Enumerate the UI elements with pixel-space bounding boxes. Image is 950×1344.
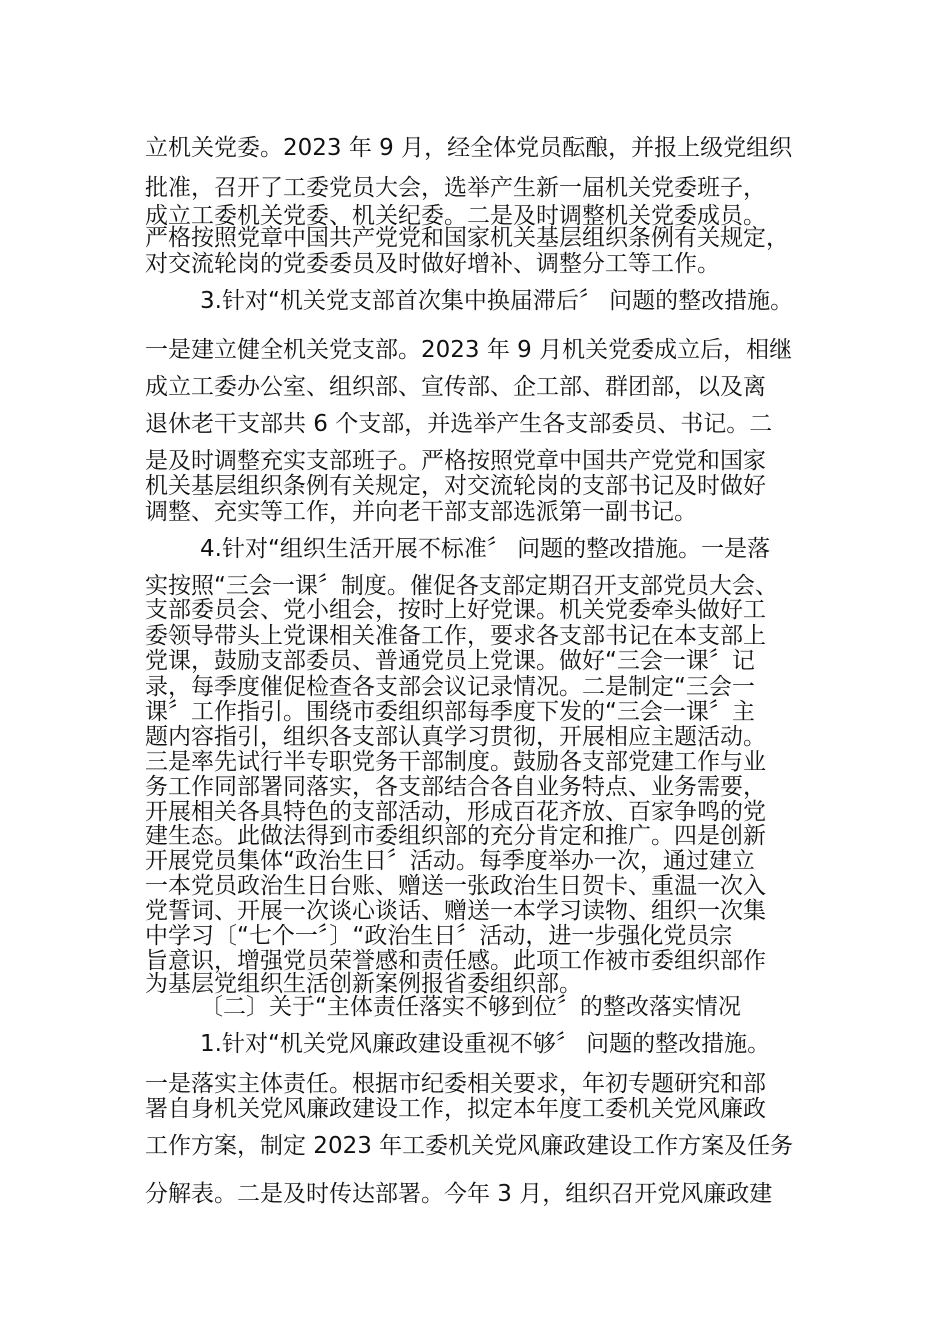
text-line: 党课，鼓励支部委员、普通党员上党课。做好“三会一课〞记 bbox=[145, 648, 755, 674]
text-line: 题内容指引，组织各支部认真学习贯彻，开展相应主题活动。 bbox=[145, 724, 766, 750]
text-line: 录，每季度催促检查各支部会议记录情况。二是制定“三会一 bbox=[145, 674, 755, 700]
text-line: 务工作同部署同落实，各支部结合各自业务特点、业务需要， bbox=[145, 774, 766, 800]
text-line: 三是率先试行半专职党务干部制度。鼓励各支部党建工作与业 bbox=[145, 749, 766, 775]
text-line: 署自身机关党风廉政建设工作，拟定本年度工委机关党风廉政 bbox=[145, 1096, 766, 1122]
text-line: 工作方案，制定 2023 年工委机关党风廉政建设工作方案及任务 bbox=[145, 1133, 794, 1159]
text-line: 建生态。此做法得到市委组织部的充分肯定和推广。四是创新 bbox=[145, 823, 766, 849]
heading-line: 3.针对“机关党支部首次集中换届滞后〞 问题的整改措施。 bbox=[200, 288, 794, 314]
text-line: 机关基层组织条例有关规定，对交流轮岗的支部书记及时做好 bbox=[145, 473, 766, 499]
heading-line: 4.针对“组织生活开展不标准〞 问题的整改措施。一是落 bbox=[200, 536, 771, 562]
heading-line: 1.针对“机关党风廉政建设重视不够〞 问题的整改措施。 bbox=[200, 1031, 771, 1057]
text-line: 对交流轮岗的党委委员及时做好增补、调整分工等工作。 bbox=[145, 251, 720, 277]
text-line: 实按照“三会一课〞制度。催促各支部定期召开支部党员大会、 bbox=[145, 573, 778, 599]
text-line: 开展党员集体“政治生日〞活动。每季度举办一次，通过建立 bbox=[145, 848, 755, 874]
text-line: 成立工委机关党委、机关纪委。二是及时调整机关党委成员。 bbox=[145, 203, 766, 229]
text-line: 分解表。二是及时传达部署。今年 3 月，组织召开党风廉政建 bbox=[145, 1181, 773, 1207]
text-line: 一本党员政治生日台账、赠送一张政治生日贺卡、重温一次入 bbox=[145, 873, 766, 899]
text-line: 成立工委办公室、组织部、宣传部、企工部、群团部，以及离 bbox=[145, 374, 766, 400]
text-line: 一是建立健全机关党支部。2023 年 9 月机关党委成立后，相继 bbox=[145, 337, 793, 363]
text-line: 党誓词、开展一次谈心谈话、赠送一本学习读物、组织一次集 bbox=[145, 898, 766, 924]
text-line: 严格按照党章中国共产党党和国家机关基层组织条例有关规定， bbox=[145, 225, 789, 251]
text-line: 课〞工作指引。围绕市委组织部每季度下发的“三会一课〞主 bbox=[145, 699, 755, 725]
text-line: 旨意识，增强党员荣誉感和责任感。此项工作被市委组织部作 bbox=[145, 948, 766, 974]
text-line: 为基层党组织生活创新案例报省委组织部。 bbox=[145, 971, 582, 997]
text-line: 开展相关各具特色的支部活动，形成百花齐放、百家争鸣的党 bbox=[145, 799, 766, 825]
text-line: 中学习〔“七个一〞〕“政治生日〞活动，进一步强化党员宗 bbox=[145, 923, 733, 949]
text-line: 支部委员会、党小组会，按时上好党课。机关党委牵头做好工 bbox=[145, 597, 766, 623]
text-line: 是及时调整充实支部班子。严格按照党章中国共产党党和国家 bbox=[145, 448, 766, 474]
text-line: 一是落实主体责任。根据市纪委相关要求，年初专题研究和部 bbox=[145, 1071, 766, 1097]
text-line: 立机关党委。2023 年 9 月，经全体党员酝酿，并报上级党组织 bbox=[145, 135, 793, 161]
section-heading: 〔二〕关于“主体责任落实不够到位〞的整改落实情况 bbox=[200, 994, 741, 1020]
text-line: 调整、充实等工作，并向老干部支部选派第一副书记。 bbox=[145, 499, 697, 525]
text-line: 委领导带头上党课相关准备工作，要求各支部书记在本支部上 bbox=[145, 623, 766, 649]
text-line: 退休老干支部共 6 个支部，并选举产生各支部委员、书记。二 bbox=[145, 411, 773, 437]
text-line: 批准，召开了工委党员大会，选举产生新一届机关党委班子， bbox=[145, 175, 766, 201]
